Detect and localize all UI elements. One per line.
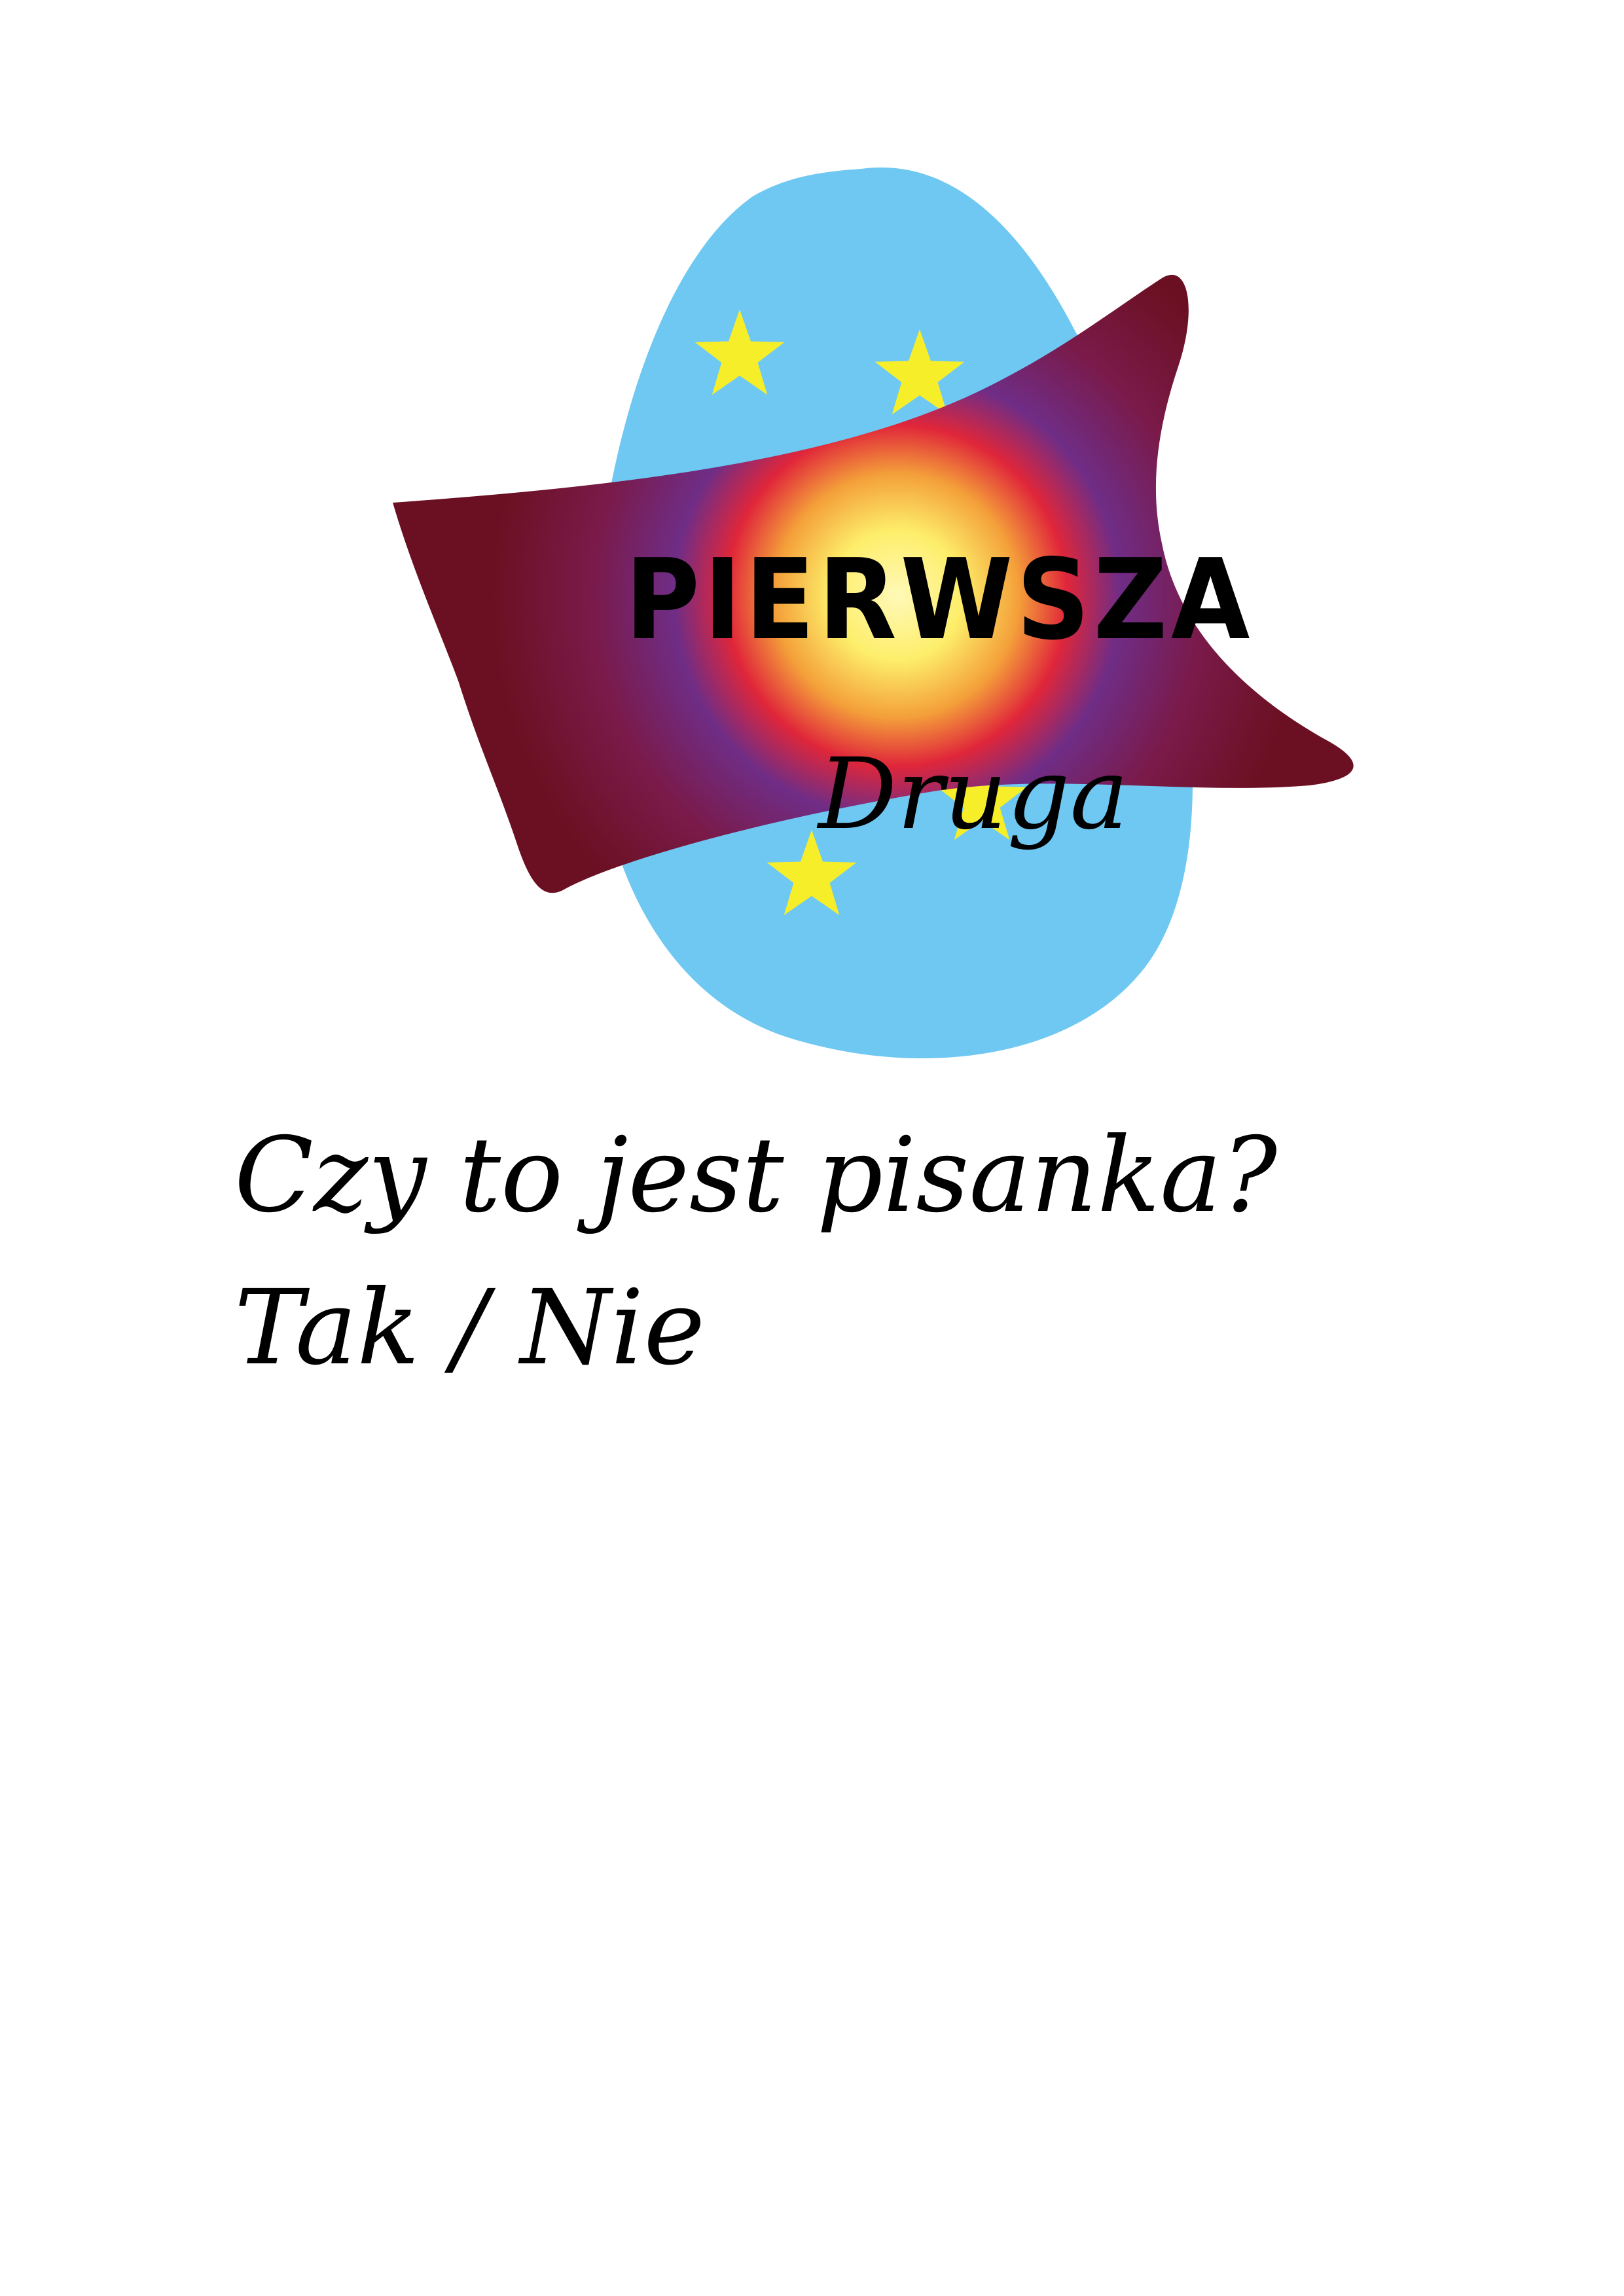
logo-title-second: Druga	[818, 738, 1129, 852]
question-text: Czy to jest pisanka?	[234, 1115, 1278, 1236]
answer-options-text: Tak / Nie	[234, 1268, 706, 1388]
logo-title-first: PIERWSZA	[625, 535, 1254, 665]
